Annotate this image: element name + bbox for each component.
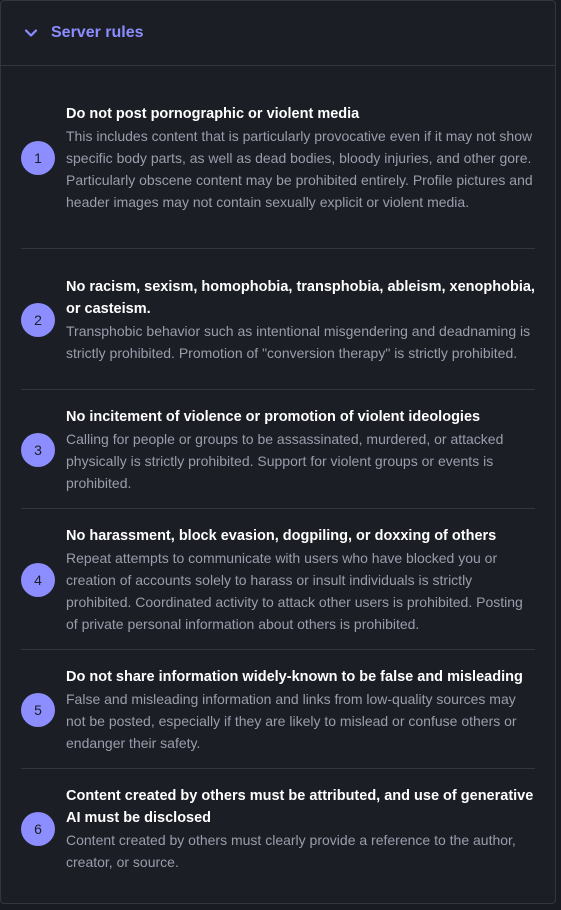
rule-item: [21, 249, 535, 390]
rule-description: This includes content that is particularly provocative even if it may not show specific body parts, as well as dead bodies, bloody injuries, and other gore. Particularly obscene content may be prohibited entirely. Profile pictures and header images may not contain sexually explicit or violent media.: [66, 127, 533, 210]
rule-number: 5: [21, 693, 55, 727]
rules-list: [1, 66, 555, 888]
server-rules-title: Server rules: [51, 24, 144, 41]
rule-item: [21, 390, 535, 509]
rule-title: Do not share information widely-known to be false and misleading: [66, 668, 523, 685]
chevron-down-icon: [23, 25, 39, 41]
server-rules-toggle[interactable]: [1, 1, 555, 66]
rule-number: 1: [21, 141, 55, 175]
rule-title: Do not post pornographic or violent media: [66, 105, 360, 122]
rule-item: [21, 650, 535, 769]
rule-text: [66, 103, 535, 213]
rule-number: 3: [21, 433, 55, 467]
rule-number: 2: [21, 303, 55, 337]
rule-item: [21, 66, 535, 249]
rule-number: 4: [21, 563, 55, 597]
rule-description: False and misleading information and links from low-quality sources may not be posted, especially if they are likely to mislead or confuse others or endanger their safety.: [66, 690, 517, 751]
rule-description: Calling for people or groups to be assassinated, murdered, or attacked physically is strictly prohibited. Support for violent groups or events is prohibited.: [66, 430, 504, 491]
rule-description: Transphobic behavior such as intentional misgendering and deadnaming is strictly prohibited. Promotion of "conversion therapy" is strictly prohibited.: [66, 322, 531, 361]
rule-title: Content created by others must be attributed, and use of generative AI must be disclosed: [66, 788, 534, 826]
rule-item: [21, 509, 535, 650]
rule-text: [66, 276, 535, 364]
rule-title: No harassment, block evasion, dogpiling, or doxxing of others: [66, 527, 497, 544]
rule-number: 6: [21, 812, 55, 846]
rule-title: No incitement of violence or promotion of violent ideologies: [66, 408, 481, 425]
rule-description: Content created by others must clearly provide a reference to the author, creator, or source.: [66, 832, 516, 870]
rule-item: [21, 769, 535, 888]
rule-text: [66, 525, 535, 635]
rule-text: [66, 666, 535, 754]
rule-text: [66, 785, 535, 873]
rule-text: [66, 406, 535, 494]
rule-title: No racism, sexism, homophobia, transphobia, ableism, xenophobia, or casteism.: [66, 278, 535, 317]
rule-description: Repeat attempts to communicate with users who have blocked you or creation of accounts solely to harass or insult individuals is strictly prohibited. Coordinated activity to attack other users is prohibited. Posting of private personal information about others is prohibited.: [66, 549, 523, 632]
